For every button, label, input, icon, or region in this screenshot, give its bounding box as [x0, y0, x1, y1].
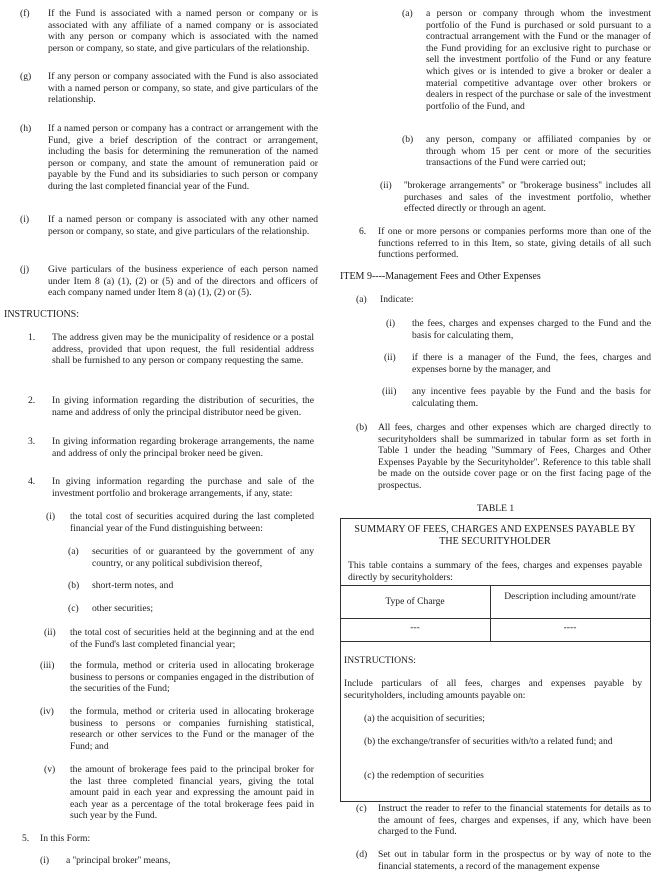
instruction-3-text: In giving information regarding brokerage arrangements, the name and address of only the principal broker need be given.	[52, 436, 314, 459]
item-9-b-text: All fees, charges and other expenses which are charged directly to securityholders shall be summarized in tabular form as set forth in Table 1 under the heading ''Summary of Fees, Charges and Other Expenses Payable by the Securityholder''. Reference to this table shall be made on the outside cover page or on the first facing page of the prospectus.	[378, 422, 651, 491]
instruction-3-label: 3.	[28, 436, 36, 447]
table-instructions-heading: INSTRUCTIONS:	[344, 655, 416, 666]
item-9-a-iii-text: any incentive fees payable by the Fund and the basis for calculating them.	[412, 386, 651, 409]
item-g-label: (g)	[20, 71, 32, 82]
sub-a-label: (a)	[68, 546, 79, 557]
item-j-label: (j)	[20, 264, 30, 275]
sub-a-text: securities of or guaranteed by the government of any country, or any political subdivision thereof,	[92, 546, 314, 569]
sub-c-label: (c)	[68, 603, 79, 614]
item-9-c-text: Instruct the reader to refer to the financial statements for details as to the amount of fees, charges and expenses, if any, which have been charged to the Fund.	[378, 803, 651, 838]
broker-a-label: (a)	[402, 8, 413, 19]
instruction-1-text: The address given may be the municipality of residence or a postal address, provided that upon request, the full residential address shall be furnished to any person or company requesting the same.	[52, 332, 314, 367]
item-h-label: (h)	[20, 123, 32, 134]
instruction-5-i-label: (i)	[40, 855, 50, 866]
instruction-2-text: In giving information regarding the distribution of securities, the name and address of only the principal distributor need be given.	[52, 395, 314, 418]
roman-ii-text: the total cost of securities held at the beginning and at the end of the Fund's last completed financial year;	[70, 627, 314, 650]
item-g-text: If any person or company associated with the Fund is also associated with a named person or company, so state, and give particulars of the relationship.	[48, 71, 318, 106]
instruction-2-label: 2.	[28, 395, 36, 406]
sub-b-text: short-term notes, and	[92, 580, 174, 591]
instruction-6-text: If one or more persons or companies performs more than one of the functions referred to in this Item, so state, giving details of all such functions performed.	[378, 226, 651, 261]
item-9-d-text: Set out in tabular form in the prospectus or by way of note to the financial statements, a record of the management expense	[378, 849, 651, 872]
item-j-text: Give particulars of the business experience of each person named under Item 8 (a) (1), (2) or (5) and of the directors and officers of each company named under Item 8 (a) (1), (2) or (5).	[48, 264, 318, 299]
broker-b-label: (b)	[402, 134, 414, 145]
sub-b-label: (b)	[68, 580, 80, 591]
item-f-text: If the Fund is associated with a named person or company or is associated with any affiliate of a named company or is associated with any person or company which is associated with the named person or company, so state, and give particulars of the relationship.	[48, 8, 318, 54]
item-9-a-iii-label: (iii)	[382, 386, 397, 397]
item-9-a-i-text: the fees, charges and expenses charged to the Fund and the basis for calculating them,	[412, 318, 651, 341]
item-9-d-label: (d)	[356, 849, 368, 860]
sub-c-text: other securities;	[92, 603, 154, 614]
item-h-text: If a named person or company has a contract or arrangement with the Fund, give a brief description of the contract or arrangement, including the basis for determining the remuneration of the named person or company, and state the amount of remuneration paid or payable by the Fund and its subsidiaries to such person or company during the last completed financial year of the Fund.	[48, 123, 318, 192]
brokerage-ii-text: ''brokerage arrangements'' or ''brokerage business'' includes all purchases and sales of the investment portfolio, whether effected directly or through an agent.	[404, 180, 651, 215]
table-instruction-b: (b) the exchange/transfer of securities with/to a related fund; and	[364, 736, 613, 747]
item-9-a-ii-text: if there is a manager of the Fund, the fees, charges and expenses borne by the manager, and	[412, 352, 651, 375]
item-f-label: (f)	[20, 8, 30, 19]
table-caption: TABLE 1	[476, 503, 515, 514]
item-9-a-label: (a)	[356, 294, 367, 305]
roman-i-label: (i)	[46, 511, 56, 522]
roman-iii-text: the formula, method or criteria used in allocating brokerage business to persons or companies engaged in the distribution of the securities of the Fund;	[70, 660, 314, 695]
column-header-type: Type of Charge	[385, 596, 445, 607]
instructions-heading: INSTRUCTIONS:	[4, 309, 80, 320]
roman-iv-text: the formula, method or criteria used in allocating brokerage business to persons or companies furnishing statistical, research or other services to the Fund or the manager of the Fund; and	[70, 706, 314, 752]
broker-b-text: any person, company or affiliated companies by or through whom 15 per cent or more of the securities transactions of the Fund were carried out;	[426, 134, 651, 169]
broker-a-text: a person or company through whom the investment portfolio of the Fund is purchased or sold pursuant to a contractual arrangement with the Fund or the manager of the Fund providing for an exclusive right to purchase or sell the investment portfolio of the Fund or any feature which gives or is intended to give a broker or dealer a material competitive advantage over other brokers or dealers in respect of the purchase or sale of the investment portfolio of the Fund, and	[426, 8, 651, 112]
cell-type-of-charge: ---	[410, 622, 420, 633]
roman-iii-label: (iii)	[40, 660, 55, 671]
roman-v-text: the amount of brokerage fees paid to the principal broker for the last three completed financial years, giving the total amount paid in each year and expressing the amount paid in each year as a percentage of the total brokerage fees paid in such year by the Fund.	[70, 764, 314, 822]
item-9-c-label: (c)	[356, 803, 367, 814]
instruction-5-label: 5.	[22, 833, 30, 844]
table-intro: This table contains a summary of the fees, charges and expenses payable directly by securityholders:	[348, 560, 642, 583]
item-9-heading: ITEM 9----Management Fees and Other Expenses	[340, 271, 541, 282]
item-9-b-label: (b)	[356, 422, 368, 433]
roman-v-label: (v)	[44, 764, 56, 775]
table-instruction-a: (a) the acquisition of securities;	[364, 713, 485, 724]
table-title: SUMMARY OF FEES, CHARGES AND EXPENSES PAYABLE BY THE SECURITYHOLDER	[354, 524, 636, 547]
instruction-1-label: 1.	[28, 332, 36, 343]
table-instruction-c: (c) the redemption of securities	[364, 770, 484, 781]
roman-i-text: the total cost of securities acquired during the last completed financial year of the Fund distinguishing between:	[70, 511, 314, 534]
item-i-label: (i)	[20, 214, 30, 225]
table-instructions-text: Include particulars of all fees, charges and expenses payable by securityholders, including amounts payable on:	[344, 678, 642, 701]
instruction-4-label: 4.	[28, 476, 36, 487]
column-header-description: Description including amount/rate	[504, 591, 636, 602]
brokerage-ii-label: (ii)	[380, 180, 392, 191]
instruction-6-label: 6.	[359, 226, 367, 237]
cell-description: ----	[563, 622, 577, 633]
item-9-a-ii-label: (ii)	[384, 352, 396, 363]
instruction-4-text: In giving information regarding the purchase and sale of the investment portfolio and brokerage arrangements, if any, state:	[52, 476, 314, 499]
instruction-5-text: In this Form:	[40, 833, 91, 844]
item-i-text: If a named person or company is associated with any other named person or company, so state, and give particulars of the relationship.	[48, 214, 318, 237]
instruction-5-i-text: a ''principal broker'' means,	[66, 855, 171, 866]
roman-iv-label: (iv)	[40, 706, 54, 717]
item-9-a-i-label: (i)	[386, 318, 396, 329]
roman-ii-label: (ii)	[44, 627, 56, 638]
item-9-a-text: Indicate:	[380, 294, 414, 305]
